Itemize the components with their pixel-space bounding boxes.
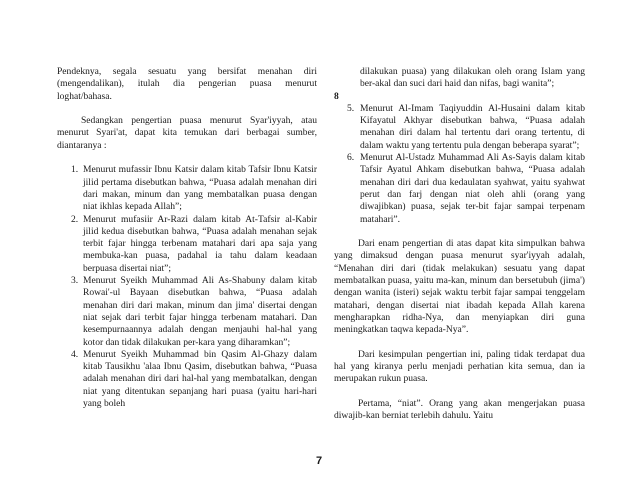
list-number: 5. [347, 102, 355, 114]
list-text: Menurut Al-Imam Taqiyuddin Al-Husaini dalam kitab Kifayatul Akhyar disebutkan bahwa, “Puasa adalah menahan diri dalam hal tertentu dari orang tertentu, di dalam waktu yang tertentu pula dengan beberapa syarat”; [360, 102, 585, 151]
paragraph: Dari kesimpulan pengertian ini, paling tidak terdapat dua hal yang kiranya perlu menjadi perhatian kita semua, dan ia merupakan rukun puasa. [334, 348, 585, 385]
list-item [57, 275, 317, 349]
list-number: 4. [71, 348, 79, 360]
paragraph: Sedangkan pengertian puasa menurut Syar'iyyah, atau menurut Syari'at, dapat kita temukan dari berbagai sumber, diantaranya : [57, 115, 317, 151]
left-column [57, 66, 317, 410]
list-text: Menurut Syeikh Muhammad bin Qasim Al-Ghazy dalam kitab Tausikhu 'alaa Ibnu Qasim, disebutkan bahwa, “Puasa adalah menahan diri dari hal-hal yang membatalkan, dengan niat yang ditentukan sepanjang hari puasa (yaitu hari-hari yang boleh [83, 348, 317, 410]
list-text: Menurut mufassir Ibnu Katsir dalam kitab Tafsir Ibnu Katsir jilid pertama disebutkan bahwa, “Puasa adalah menahan diri dari makan, minum dan yang membatalkan puasa dengan niat ikhlas kepada Allah”; [83, 164, 317, 213]
list-text: Menurut Syeikh Muhammad Ali As-Shabuny dalam kitab Rowai'-ul Bayaan disebutkan bahwa, “Puasa adalah menahan diri dari makan, minum dan jima' disertai dengan niat sejak dari terbit fajar hingga terbenam matahari. Dan kesempurnaannya adalah dengan menjauhi hal-hal yang kotor dan tidak dilakukan per-kara yang diharamkan”; [83, 275, 317, 348]
paragraph: Pertama, “niat”. Orang yang akan mengerjakan puasa diwajib-kan berniat terlebih dahulu. Yaitu [334, 398, 585, 422]
list-item [57, 349, 317, 410]
list-item [334, 152, 585, 226]
list-item [334, 103, 585, 152]
paragraph: Pendeknya, segala sesuatu yang bersifat menahan diri (mengendalikan), itulah dia pengerian puasa menurut loghat/bahasa. [57, 66, 317, 102]
inner-page-number: 8 [334, 90, 339, 102]
page-number: 7 [315, 455, 323, 467]
definition-list [57, 164, 317, 410]
list-number: 3. [71, 275, 79, 287]
paragraph: Dari enam pengertian di atas dapat kita simpulkan bahwa yang dimaksud dengan puasa menurut syar'iyyah adalah, “Menahan diri dari (tidak melakukan) sesuatu yang dapat membatalkan puasa, yaitu ma-kan, minum dan bersetubuh (jima') dengan wanita (isteri) sejak waktu terbit fajar sampai tenggelam matahari, dengan disertai niat ibadah kepada Allah karena mengharapkan ridha-Nya, dan menyiapkan diri guna meningkatkan taqwa kepada-Nya”. [334, 238, 585, 336]
right-column [334, 66, 585, 423]
list-number: 2. [71, 213, 79, 225]
list-number: 6. [347, 152, 355, 164]
list-item [57, 214, 317, 275]
list-number: 1. [71, 164, 79, 176]
list-text: Menurut mufasiir Ar-Razi dalam kitab At-Tafsir al-Kabir jilid kedua disebutkan bahwa, “Puasa adalah menahan sejak terbit fajar hingga terbenam matahari dari apa saja yang membuka-kan puasa, padahal ia tahu dalam keadaan berpuasa disertai niat”; [83, 213, 317, 274]
list-text: Menurut Al-Ustadz Muhammad Ali As-Sayis dalam kitab Tafsir Ayatul Ahkam disebutkan bahwa, “Puasa adalah menahan diri dari dua kedaulatan syahwat, yaitu syahwat perut dan farj dengan niat oleh ahli (orang yang diwajibkan) puasa, sejak ter-bit fajar sampai terpenam matahari”. [360, 152, 585, 225]
list-item [57, 164, 317, 213]
list-continuation: dilakukan puasa) yang dilakukan oleh orang Islam yang ber-akal dan suci dari haid dan nifas, bagi wanita”; [360, 66, 585, 90]
definition-list [334, 103, 585, 226]
